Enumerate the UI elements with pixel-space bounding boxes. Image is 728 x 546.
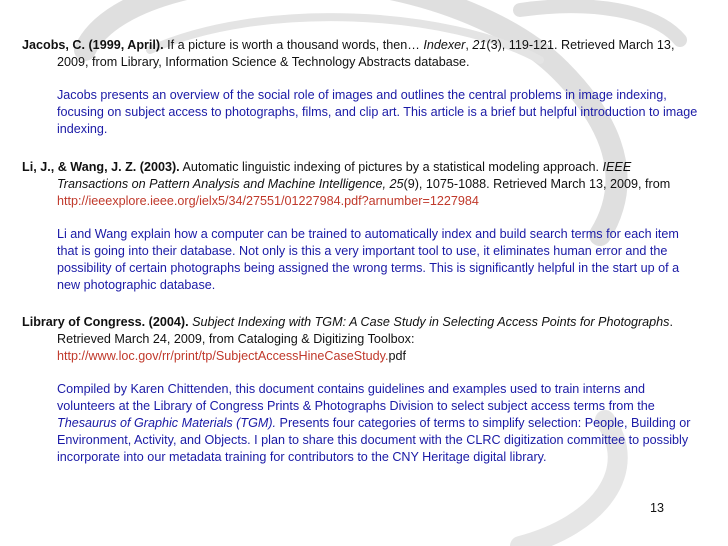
annotation-thesaurus-title: Thesaurus of Graphic Materials (TGM). xyxy=(57,416,277,430)
citation-author: Li, J., & Wang, J. Z. (2003). xyxy=(22,160,180,174)
citation-title: If a picture is worth a thousand words, then… xyxy=(167,38,420,52)
page-number: 13 xyxy=(650,501,665,515)
citation-retrieved: Retrieved March 13, 2009, from Library, Information Science & Technology Abstracts database. xyxy=(57,38,675,69)
citation-author: Jacobs, C. (1999, April). xyxy=(22,38,164,52)
reference-entry-library-of-congress xyxy=(22,314,702,466)
citation-url-suffix: pdf xyxy=(388,349,407,363)
reference-entry-jacobs xyxy=(22,37,702,138)
citation-retrieved: . Retrieved March 24, 2009, from Cataloging & Digitizing Toolbox: xyxy=(57,315,673,346)
citation-journal: Indexer xyxy=(423,38,466,52)
citation-author: Library of Congress. (2004). xyxy=(22,315,189,329)
reference-entry-li-wang xyxy=(22,159,702,294)
annotation xyxy=(57,381,702,466)
citation-issue-pages: (9), 1075-1088. Retrieved March 13, 2009, from xyxy=(403,177,671,191)
annotation-part-a: Compiled by Karen Chittenden, this document contains guidelines and examples used to train interns and volunteers at the Library of Congress Prints & Photographs Division to select subject access terms from the xyxy=(57,382,655,413)
annotation: Jacobs presents an overview of the social role of images and outlines the central problems in image indexing, focusing on subject access to photographs, films, and clip art. This article is a brief but helpful introduction to image indexing. xyxy=(57,88,698,136)
citation-url-link[interactable]: http://ieeexplore.ieee.org/ielx5/34/27551/01227984.pdf?arnumber=1227984 xyxy=(57,194,479,208)
annotation: Li and Wang explain how a computer can be trained to automatically index and build search terms for each item that is going into their database. Not only is this a very important tool to use, it eliminates human error and the possibility of certain photographs being assigned the wrong terms. This is significantly helpful in the start up of a new photographic database. xyxy=(57,227,680,292)
citation-url-link[interactable]: http://www.loc.gov/rr/print/tp/SubjectAccessHineCaseStudy. xyxy=(57,349,389,363)
citation xyxy=(22,314,702,365)
citation-title: Subject Indexing with TGM: A Case Study in Selecting Access Points for Photographs xyxy=(192,315,670,329)
annotation-part-b: Presents four categories of terms to simplify selection: People, Building or Environment, Activity, and Objects. I plan to share this document with the CLRC digitization committee to possibly incorporate into our metadata training for contributors to the CNY Heritage digital library. xyxy=(57,416,691,464)
citation xyxy=(22,159,702,210)
citation-volume: 21 xyxy=(472,38,487,52)
citation-issue-pages: (3), 119-121. xyxy=(486,38,558,52)
citation-title: Automatic linguistic indexing of pictures by a statistical modeling approach. xyxy=(182,160,600,174)
citation-journal: IEEE Transactions on Pattern Analysis and Machine Intelligence, 25 xyxy=(57,160,632,191)
citation: Jacobs, C. (1999, April). If a picture is worth a thousand words, then… Indexer, 21(3), 119-121. Retrieved March 13, 2009, from Library, Information Science & Technology Abstracts database. xyxy=(22,38,675,69)
